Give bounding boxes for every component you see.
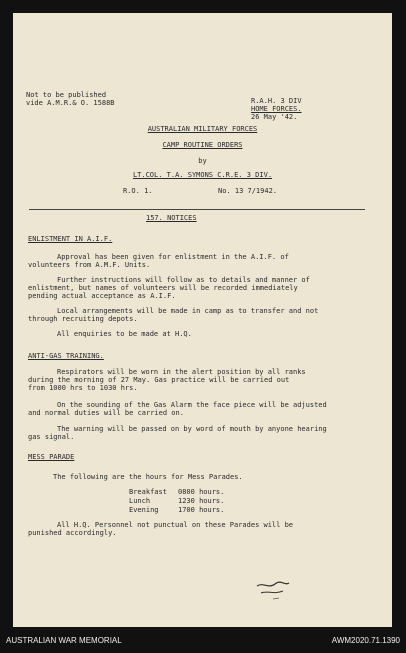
antigas-heading: ANTI-GAS TRAINING. — [28, 352, 104, 360]
antigas-paragraph: gas signal. — [28, 433, 75, 441]
section-divider — [29, 209, 365, 210]
section-heading: 157. NOTICES — [146, 214, 197, 222]
mess-heading: MESS PARADE — [28, 453, 75, 461]
mess-meal: Breakfast — [129, 488, 167, 496]
restriction-note-line2: vide A.M.R.& O. 1588B — [26, 99, 115, 107]
mess-time: 0800 hours. — [178, 488, 225, 496]
mess-paragraph: punished accordingly. — [28, 529, 117, 537]
document-date: 26 May '42. — [251, 113, 298, 121]
enlistment-heading: ENLISTMENT IN A.I.F. — [28, 235, 113, 243]
title-line2: CAMP ROUTINE ORDERS — [162, 141, 243, 149]
restriction-note-line1: Not to be published — [26, 91, 107, 99]
title-line1: AUSTRALIAN MILITARY FORCES — [147, 125, 258, 133]
enlistment-paragraph: Approval has been given for enlistment in the A.I.F. of — [57, 253, 289, 261]
antigas-paragraph: and normal duties will be carried on. — [28, 409, 184, 417]
order-number-date: No. 13 7/1942. — [218, 187, 278, 195]
antigas-paragraph: during the morning of 27 May. Gas practice will be carried out — [28, 376, 290, 384]
title-line4: LT.COL. T.A. SYMONS C.R.E. 3 DIV. — [132, 171, 273, 179]
archive-caption: AUSTRALIAN WAR MEMORIAL — [6, 636, 122, 645]
enlistment-paragraph: All enquiries to be made at H.Q. — [57, 330, 192, 338]
mess-paragraph: All H.Q. Personnel not punctual on these Parades will be — [57, 521, 294, 529]
enlistment-paragraph: pending actual acceptance as A.I.F. — [28, 292, 176, 300]
enlistment-paragraph: Further instructions will follow as to details and manner of — [57, 276, 310, 284]
title-line3: by — [198, 157, 207, 165]
unit-header-line2: HOME FORCES. — [251, 105, 302, 113]
signature-mark — [253, 580, 293, 602]
enlistment-paragraph: volunteers from A.M.F. Units. — [28, 261, 151, 269]
mess-time: 1230 hours. — [178, 497, 225, 505]
enlistment-paragraph: Local arrangements will be made in camp as to transfer and not — [57, 307, 319, 315]
enlistment-paragraph: enlistment, but names of volunteers will be recorded immediately — [28, 284, 298, 292]
mess-time: 1700 hours. — [178, 506, 225, 514]
antigas-paragraph: On the sounding of the Gas Alarm the face piece will be adjusted — [57, 401, 327, 409]
archive-id: AWM2020.71.1390 — [331, 636, 400, 645]
unit-header-line1: R.A.H. 3 DIV — [251, 97, 302, 105]
antigas-paragraph: The warning will be passed on by word of mouth by anyone hearing — [57, 425, 327, 433]
antigas-paragraph: from 1000 hrs to 1030 hrs. — [28, 384, 138, 392]
document-page — [13, 13, 392, 627]
routine-order-number: R.O. 1. — [123, 187, 153, 195]
mess-meal: Lunch — [129, 497, 151, 505]
enlistment-paragraph: through recruiting depots. — [28, 315, 138, 323]
antigas-paragraph: Respirators will be worn in the alert position by all ranks — [57, 368, 306, 376]
mess-intro: The following are the hours for Mess Parades. — [53, 473, 243, 481]
mess-meal: Evening — [129, 506, 159, 514]
